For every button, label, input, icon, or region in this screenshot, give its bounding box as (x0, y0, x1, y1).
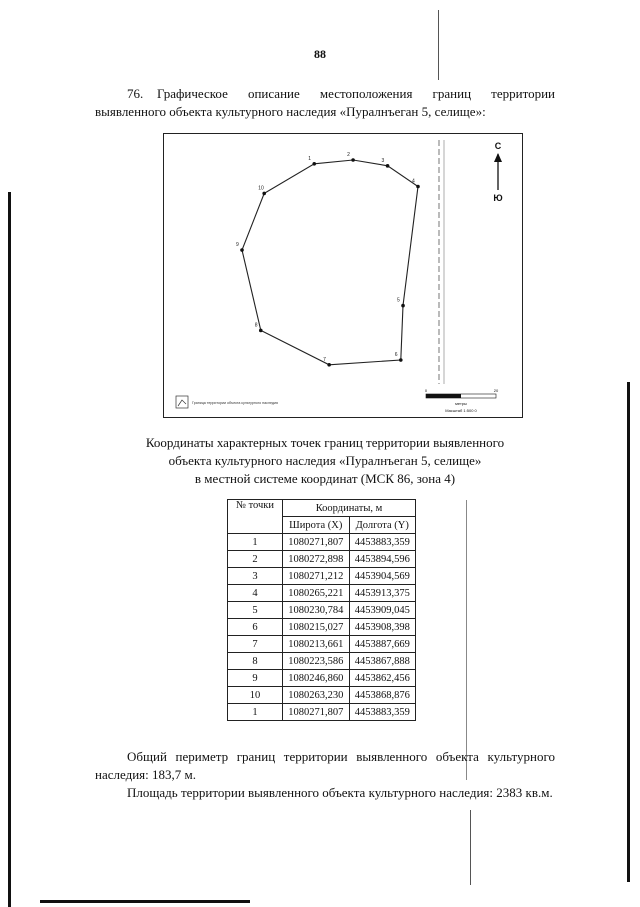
caption-line-2: объекта культурного наследия «Пуралнъеган 5, селище» (168, 453, 482, 468)
boundary-point (327, 363, 331, 367)
header-coordinates: Координаты, м (283, 500, 416, 517)
legend-swatch-line (178, 400, 186, 406)
boundary-point (399, 358, 403, 362)
cell-latitude: 1080230,784 (283, 602, 350, 619)
cell-point: 2 (228, 551, 283, 568)
scale-start: 0 (424, 388, 428, 393)
cell-latitude: 1080265,221 (283, 585, 350, 602)
north-label: С (494, 141, 502, 151)
section-number: 76. (127, 86, 144, 101)
scale-unit: метры (455, 401, 467, 406)
perimeter-text: Общий периметр границ территории выявленного объекта культурного наследия: 183,7 м. (95, 749, 555, 782)
point-label: 8 (254, 322, 258, 329)
header-point: № точки (228, 500, 283, 534)
boundary-point (401, 304, 405, 308)
table-body (228, 534, 416, 721)
boundary-point (262, 192, 266, 196)
cell-longitude: 4453868,876 (349, 687, 416, 704)
cell-latitude: 1080271,807 (283, 534, 350, 551)
point-label: 10 (258, 185, 264, 192)
boundary-point (259, 329, 263, 333)
cell-longitude: 4453883,359 (349, 704, 416, 721)
legend-text: Граница территории объекта культурного наследия (192, 401, 278, 405)
cell-latitude: 1080213,661 (283, 636, 350, 653)
point-label: 2 (347, 152, 350, 158)
north-arrow-head (494, 153, 502, 162)
point-label: 6 (394, 352, 398, 359)
caption-line-1: Координаты характерных точек границ территории выявленного (145, 435, 505, 450)
cell-point: 4 (228, 585, 283, 602)
page-number: 88 (314, 47, 326, 61)
area-text: Площадь территории выявленного объекта культурного наследия: 2383 кв.м. (127, 785, 553, 800)
scan-edge-bottom (40, 900, 250, 903)
cell-latitude: 1080223,586 (283, 653, 350, 670)
scan-line-bottom (470, 810, 471, 885)
scan-edge-right (627, 382, 630, 882)
cell-longitude: 4453867,888 (349, 653, 416, 670)
cell-longitude: 4453894,596 (349, 551, 416, 568)
table-row (228, 534, 416, 551)
boundary-map (163, 133, 523, 418)
point-label: 1 (308, 155, 312, 162)
scan-edge-left (8, 192, 11, 907)
boundary-point (386, 164, 390, 168)
point-label: 4 (412, 178, 415, 185)
table-row (228, 636, 416, 653)
cell-longitude: 4453883,359 (349, 534, 416, 551)
table-row (228, 585, 416, 602)
cell-latitude: 1080272,898 (283, 551, 350, 568)
header-latitude: Широта (X) (283, 517, 350, 534)
cell-point: 6 (228, 619, 283, 636)
scan-line-mid (466, 500, 467, 780)
cell-point: 10 (228, 687, 283, 704)
cell-latitude: 1080271,807 (283, 704, 350, 721)
cell-longitude: 4453908,398 (349, 619, 416, 636)
point-label: 3 (381, 157, 385, 164)
table-row (228, 653, 416, 670)
map-drawing (164, 134, 522, 417)
table-row (228, 568, 416, 585)
cell-point: 1 (228, 534, 283, 551)
cell-latitude: 1080215,027 (283, 619, 350, 636)
boundary-polygon (242, 157, 418, 365)
table-row (228, 704, 416, 721)
cell-longitude: 4453909,045 (349, 602, 416, 619)
section-title: Графическое описание местоположения границ территории выявленного объекта культурного наследия «Пуралнъеган 5, селище»: (95, 86, 555, 119)
point-label: 9 (236, 241, 239, 248)
cell-latitude: 1080271,212 (283, 568, 350, 585)
table-row (228, 619, 416, 636)
boundary-point (312, 162, 316, 166)
cell-longitude: 4453862,456 (349, 670, 416, 687)
cell-point: 8 (228, 653, 283, 670)
table-row (228, 551, 416, 568)
table-caption (95, 434, 555, 488)
cell-longitude: 4453887,669 (349, 636, 416, 653)
table-row (228, 687, 416, 704)
point-label: 5 (397, 297, 400, 304)
header-longitude: Долгота (Y) (349, 517, 416, 534)
boundary-point (416, 185, 420, 189)
caption-line-3: в местной системе координат (МСК 86, зона 4) (194, 471, 456, 486)
scan-line-top (438, 10, 439, 80)
coordinates-table (227, 499, 416, 721)
legend-swatch (176, 396, 188, 408)
table-header-row (228, 500, 416, 517)
boundary-point (240, 248, 244, 252)
cell-point: 1 (228, 704, 283, 721)
scale-bar-fill (426, 394, 461, 398)
point-label: 7 (323, 356, 326, 363)
boundary-point (351, 158, 355, 162)
cell-longitude: 4453913,375 (349, 585, 416, 602)
table-row (228, 670, 416, 687)
cell-point: 7 (228, 636, 283, 653)
section-heading (95, 85, 555, 121)
cell-point: 9 (228, 670, 283, 687)
scale-end: 20 (493, 388, 499, 393)
cell-latitude: 1080263,230 (283, 687, 350, 704)
south-label: Ю (493, 193, 503, 203)
cell-point: 5 (228, 602, 283, 619)
table-row (228, 602, 416, 619)
scale-text: Масштаб 1:500 0 (445, 408, 477, 413)
cell-longitude: 4453904,569 (349, 568, 416, 585)
cell-point: 3 (228, 568, 283, 585)
cell-latitude: 1080246,860 (283, 670, 350, 687)
